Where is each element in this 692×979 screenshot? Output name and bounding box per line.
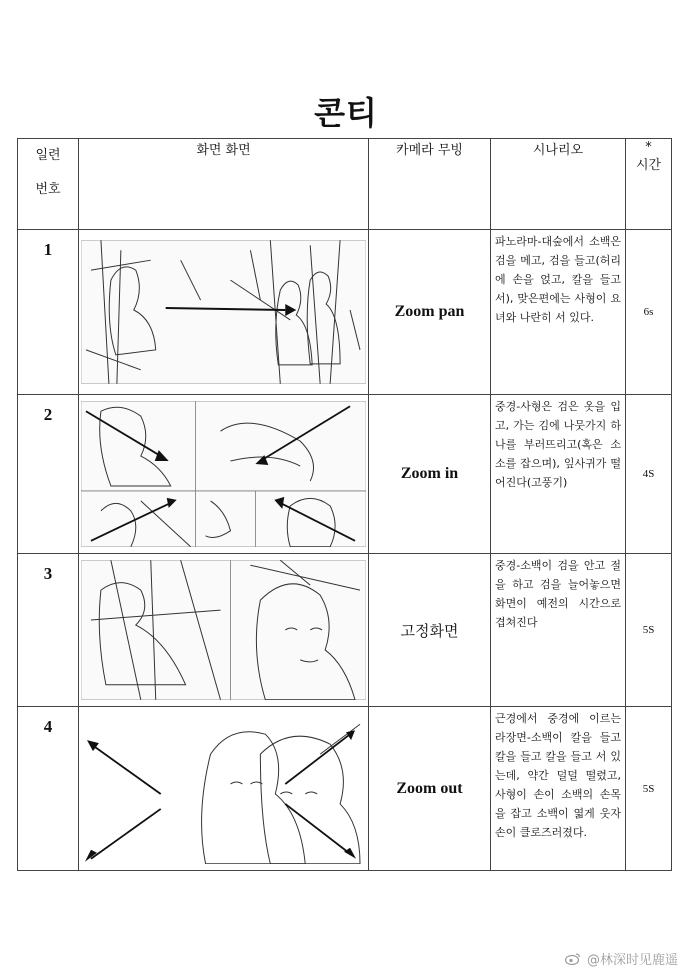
time-cell: 5S — [626, 707, 672, 871]
header-serial-number — [18, 139, 79, 230]
storyboard-table — [17, 138, 672, 871]
scenario-cell: 중경-사형은 검은 옷을 입고, 가는 김에 나뭇가지 하나를 부러뜨리고(혹은 소소를 잡으며), 잎사귀가 떨어진다(고풍기) — [491, 395, 626, 554]
time-cell: 5S — [626, 554, 672, 707]
scenario-cell: 근경에서 중경에 이르는 라장면-소백이 칼을 들고 칼을 들고 칼을 들고 서 있는데, 약간 덜덜 떨렸고, 사형이 손이 소백의 손목을 잡고 소백이 엷게 웃자 손이 클로즈러졌다. — [491, 707, 626, 871]
header-time — [626, 139, 672, 230]
row-number: 2 — [18, 395, 79, 554]
zoom-in-sketch-image — [81, 401, 366, 547]
sketch-cell — [79, 707, 369, 871]
page-title: 콘티 — [314, 94, 378, 132]
row-number: 1 — [18, 230, 79, 395]
watermark-text: @林深时见鹿遥 — [586, 953, 678, 968]
weibo-logo-icon — [565, 952, 581, 969]
zoom-out-sketch-image — [81, 714, 366, 864]
header-camera-moving: 카메라 무빙 — [369, 139, 491, 230]
table-row — [18, 554, 672, 707]
camera-moving-cell: Zoom out — [369, 707, 491, 871]
header-row — [18, 139, 672, 230]
camera-moving-cell: 고정화면 — [369, 554, 491, 707]
table-row — [18, 395, 672, 554]
scenario-cell: 파노라마-대숲에서 소백은 검을 메고, 검을 들고(허리에 손을 얹고, 칼을 들고 서), 맞은편에는 사형이 요녀와 나란히 서 있다. — [491, 230, 626, 395]
time-cell: 6s — [626, 230, 672, 395]
camera-moving-cell: Zoom in — [369, 395, 491, 554]
header-serial-line2: 번호 — [35, 182, 61, 197]
table-row — [18, 230, 672, 395]
table-row — [18, 707, 672, 871]
header-scenario: 시나리오 — [491, 139, 626, 230]
panorama-sketch-image — [81, 240, 366, 384]
header-serial-line1: 일련 — [35, 148, 61, 163]
sketch-cell — [79, 230, 369, 395]
watermark — [565, 949, 678, 969]
sketch-cell — [79, 395, 369, 554]
camera-moving-cell: Zoom pan — [369, 230, 491, 395]
header-time-label: 시간 — [635, 158, 662, 173]
fixed-shot-sketch-image — [81, 560, 366, 700]
scenario-cell: 중경-소백이 검을 안고 절을 하고 검을 늘어놓으면 화면이 예전의 시간으로 겹쳐진다 — [491, 554, 626, 707]
time-cell: 4S — [626, 395, 672, 554]
row-number: 3 — [18, 554, 79, 707]
sketch-cell — [79, 554, 369, 707]
header-time-mark: * — [645, 140, 652, 155]
row-number: 4 — [18, 707, 79, 871]
header-screen: 화면 화면 — [79, 139, 369, 230]
